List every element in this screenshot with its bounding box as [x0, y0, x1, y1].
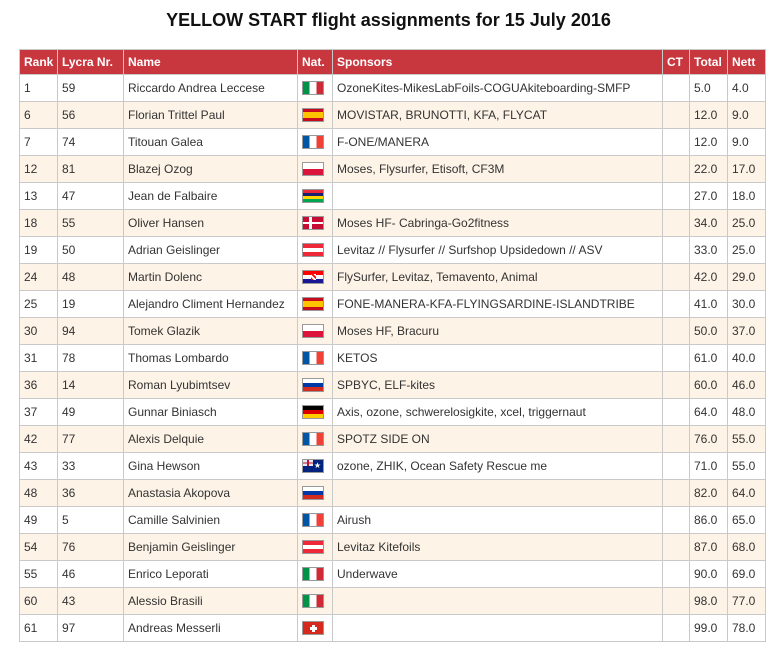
- table-row: [20, 615, 766, 642]
- rank-cell: 18: [20, 210, 58, 237]
- rank-cell: 30: [20, 318, 58, 345]
- table-row: [20, 129, 766, 156]
- nett-cell: 37.0: [728, 318, 766, 345]
- sponsors-cell: [333, 588, 663, 615]
- sponsors-cell: MOVISTAR, BRUNOTTI, KFA, FLYCAT: [333, 102, 663, 129]
- page-title: YELLOW START flight assignments for 15 July 2016: [166, 10, 611, 30]
- rank-cell: 25: [20, 291, 58, 318]
- nett-cell: 64.0: [728, 480, 766, 507]
- name-cell: Adrian Geislinger: [124, 237, 298, 264]
- table-row: [20, 102, 766, 129]
- name-cell: Jean de Falbaire: [124, 183, 298, 210]
- flag-icon: [302, 162, 324, 176]
- total-cell: 60.0: [690, 372, 728, 399]
- lycra-cell: 43: [58, 588, 124, 615]
- name-cell: Oliver Hansen: [124, 210, 298, 237]
- name-cell: Benjamin Geislinger: [124, 534, 298, 561]
- ct-cell: [663, 102, 690, 129]
- sponsors-cell: FlySurfer, Levitaz, Temavento, Animal: [333, 264, 663, 291]
- nat-cell: [298, 399, 333, 426]
- flag-icon: [302, 351, 324, 365]
- nat-cell: [298, 453, 333, 480]
- sponsors-cell: Moses HF- Cabringa-Go2fitness: [333, 210, 663, 237]
- name-cell: Andreas Messerli: [124, 615, 298, 642]
- nett-cell: 55.0: [728, 453, 766, 480]
- header-lycra[interactable]: Lycra Nr.: [58, 50, 124, 75]
- nat-cell: [298, 426, 333, 453]
- table-row: [20, 75, 766, 102]
- flag-icon: [302, 108, 324, 122]
- nat-cell: [298, 75, 333, 102]
- sponsors-cell: F-ONE/MANERA: [333, 129, 663, 156]
- nett-cell: 9.0: [728, 129, 766, 156]
- nat-cell: [298, 156, 333, 183]
- nat-cell: [298, 291, 333, 318]
- lycra-cell: 77: [58, 426, 124, 453]
- results-table: [19, 49, 766, 642]
- table-row: [20, 534, 766, 561]
- ct-cell: [663, 453, 690, 480]
- nat-cell: [298, 129, 333, 156]
- sponsors-cell: Levitaz Kitefoils: [333, 534, 663, 561]
- total-cell: 86.0: [690, 507, 728, 534]
- rank-cell: 37: [20, 399, 58, 426]
- nat-cell: [298, 507, 333, 534]
- rank-cell: 1: [20, 75, 58, 102]
- table-header-row: [20, 50, 766, 75]
- rank-cell: 36: [20, 372, 58, 399]
- name-cell: Gina Hewson: [124, 453, 298, 480]
- table-row: [20, 507, 766, 534]
- nett-cell: 78.0: [728, 615, 766, 642]
- lycra-cell: 81: [58, 156, 124, 183]
- name-cell: Alessio Brasili: [124, 588, 298, 615]
- ct-cell: [663, 426, 690, 453]
- total-cell: 64.0: [690, 399, 728, 426]
- total-cell: 71.0: [690, 453, 728, 480]
- ct-cell: [663, 615, 690, 642]
- total-cell: 82.0: [690, 480, 728, 507]
- lycra-cell: 55: [58, 210, 124, 237]
- nat-cell: [298, 237, 333, 264]
- nat-cell: [298, 345, 333, 372]
- table-row: [20, 318, 766, 345]
- ct-cell: [663, 237, 690, 264]
- nett-cell: 30.0: [728, 291, 766, 318]
- flag-icon: [302, 594, 324, 608]
- table-row: [20, 480, 766, 507]
- rank-cell: 49: [20, 507, 58, 534]
- ct-cell: [663, 399, 690, 426]
- name-cell: Gunnar Biniasch: [124, 399, 298, 426]
- table-row: [20, 561, 766, 588]
- sponsors-cell: SPBYC, ELF-kites: [333, 372, 663, 399]
- nat-cell: [298, 561, 333, 588]
- rank-cell: 60: [20, 588, 58, 615]
- sponsors-cell: [333, 480, 663, 507]
- sponsors-cell: [333, 615, 663, 642]
- sponsors-cell: Moses, Flysurfer, Etisoft, CF3M: [333, 156, 663, 183]
- flag-icon: [302, 621, 324, 635]
- name-cell: Titouan Galea: [124, 129, 298, 156]
- total-cell: 34.0: [690, 210, 728, 237]
- lycra-cell: 5: [58, 507, 124, 534]
- name-cell: Alexis Delquie: [124, 426, 298, 453]
- ct-cell: [663, 156, 690, 183]
- nett-cell: 69.0: [728, 561, 766, 588]
- ct-cell: [663, 183, 690, 210]
- total-cell: 33.0: [690, 237, 728, 264]
- rank-cell: 61: [20, 615, 58, 642]
- name-cell: Blazej Ozog: [124, 156, 298, 183]
- name-cell: Roman Lyubimtsev: [124, 372, 298, 399]
- flag-icon: [302, 270, 324, 284]
- header-rank[interactable]: Rank: [20, 50, 58, 75]
- ct-cell: [663, 345, 690, 372]
- nett-cell: 9.0: [728, 102, 766, 129]
- total-cell: 27.0: [690, 183, 728, 210]
- nett-cell: 77.0: [728, 588, 766, 615]
- total-cell: 22.0: [690, 156, 728, 183]
- name-cell: Alejandro Climent Hernandez: [124, 291, 298, 318]
- rank-cell: 54: [20, 534, 58, 561]
- nat-cell: [298, 588, 333, 615]
- flag-icon: [302, 513, 324, 527]
- flag-icon: [302, 189, 324, 203]
- ct-cell: [663, 75, 690, 102]
- total-cell: 61.0: [690, 345, 728, 372]
- flag-icon: [302, 540, 324, 554]
- nett-cell: 4.0: [728, 75, 766, 102]
- header-ct[interactable]: CT: [663, 50, 690, 75]
- lycra-cell: 56: [58, 102, 124, 129]
- rank-cell: 31: [20, 345, 58, 372]
- lycra-cell: 50: [58, 237, 124, 264]
- ct-cell: [663, 318, 690, 345]
- nat-cell: [298, 102, 333, 129]
- flag-icon: [302, 243, 324, 257]
- nat-cell: [298, 615, 333, 642]
- sponsors-cell: ozone, ZHIK, Ocean Safety Rescue me: [333, 453, 663, 480]
- sponsors-cell: Airush: [333, 507, 663, 534]
- flag-icon: [302, 486, 324, 500]
- flag-icon: [302, 324, 324, 338]
- nett-cell: 18.0: [728, 183, 766, 210]
- nett-cell: 55.0: [728, 426, 766, 453]
- total-cell: 87.0: [690, 534, 728, 561]
- name-cell: Florian Trittel Paul: [124, 102, 298, 129]
- sponsors-cell: [333, 183, 663, 210]
- lycra-cell: 36: [58, 480, 124, 507]
- flag-icon: [302, 216, 324, 230]
- lycra-cell: 49: [58, 399, 124, 426]
- table-row: [20, 372, 766, 399]
- table-row: [20, 237, 766, 264]
- lycra-cell: 78: [58, 345, 124, 372]
- rank-cell: 55: [20, 561, 58, 588]
- name-cell: Riccardo Andrea Leccese: [124, 75, 298, 102]
- table-body: [20, 75, 766, 642]
- rank-cell: 13: [20, 183, 58, 210]
- ct-cell: [663, 210, 690, 237]
- table-row: [20, 426, 766, 453]
- rank-cell: 12: [20, 156, 58, 183]
- lycra-cell: 94: [58, 318, 124, 345]
- nett-cell: 25.0: [728, 210, 766, 237]
- ct-cell: [663, 264, 690, 291]
- flag-icon: [302, 81, 324, 95]
- sponsors-cell: KETOS: [333, 345, 663, 372]
- rank-cell: 6: [20, 102, 58, 129]
- total-cell: 50.0: [690, 318, 728, 345]
- lycra-cell: 19: [58, 291, 124, 318]
- lycra-cell: 97: [58, 615, 124, 642]
- table-row: [20, 210, 766, 237]
- nat-cell: [298, 183, 333, 210]
- sponsors-cell: Moses HF, Bracuru: [333, 318, 663, 345]
- table-row: [20, 399, 766, 426]
- table-row: [20, 588, 766, 615]
- rank-cell: 7: [20, 129, 58, 156]
- nett-cell: 25.0: [728, 237, 766, 264]
- total-cell: 41.0: [690, 291, 728, 318]
- total-cell: 12.0: [690, 129, 728, 156]
- flag-icon: [302, 135, 324, 149]
- nett-cell: 65.0: [728, 507, 766, 534]
- lycra-cell: 14: [58, 372, 124, 399]
- lycra-cell: 76: [58, 534, 124, 561]
- name-cell: Martin Dolenc: [124, 264, 298, 291]
- nat-cell: [298, 210, 333, 237]
- flag-icon: [302, 432, 324, 446]
- nett-cell: 17.0: [728, 156, 766, 183]
- table-row: [20, 156, 766, 183]
- lycra-cell: 33: [58, 453, 124, 480]
- lycra-cell: 47: [58, 183, 124, 210]
- name-cell: Enrico Leporati: [124, 561, 298, 588]
- total-cell: 98.0: [690, 588, 728, 615]
- table-row: [20, 291, 766, 318]
- flag-icon: [302, 297, 324, 311]
- sponsors-cell: Axis, ozone, schwerelosigkite, xcel, triggernaut: [333, 399, 663, 426]
- rank-cell: 48: [20, 480, 58, 507]
- header-nett[interactable]: Nett: [728, 50, 766, 75]
- flag-icon: [302, 567, 324, 581]
- ct-cell: [663, 534, 690, 561]
- table-row: [20, 453, 766, 480]
- name-cell: Tomek Glazik: [124, 318, 298, 345]
- header-sponsors[interactable]: Sponsors: [333, 50, 663, 75]
- rank-cell: 19: [20, 237, 58, 264]
- table-row: [20, 183, 766, 210]
- sponsors-cell: Levitaz // Flysurfer // Surfshop Upsidedown // ASV: [333, 237, 663, 264]
- sponsors-cell: OzoneKites-MikesLabFoils-COGUAkiteboarding-SMFP: [333, 75, 663, 102]
- rank-cell: 24: [20, 264, 58, 291]
- ct-cell: [663, 480, 690, 507]
- name-cell: Anastasia Akopova: [124, 480, 298, 507]
- sponsors-cell: SPOTZ SIDE ON: [333, 426, 663, 453]
- nett-cell: 40.0: [728, 345, 766, 372]
- table-row: [20, 264, 766, 291]
- sponsors-cell: Underwave: [333, 561, 663, 588]
- name-cell: Camille Salvinien: [124, 507, 298, 534]
- total-cell: 42.0: [690, 264, 728, 291]
- ct-cell: [663, 129, 690, 156]
- sponsors-cell: FONE-MANERA-KFA-FLYINGSARDINE-ISLANDTRIBE: [333, 291, 663, 318]
- total-cell: 99.0: [690, 615, 728, 642]
- nat-cell: [298, 480, 333, 507]
- lycra-cell: 59: [58, 75, 124, 102]
- ct-cell: [663, 588, 690, 615]
- total-cell: 76.0: [690, 426, 728, 453]
- ct-cell: [663, 561, 690, 588]
- header-total[interactable]: Total: [690, 50, 728, 75]
- total-cell: 12.0: [690, 102, 728, 129]
- nat-cell: [298, 264, 333, 291]
- total-cell: 90.0: [690, 561, 728, 588]
- nett-cell: 46.0: [728, 372, 766, 399]
- nett-cell: 29.0: [728, 264, 766, 291]
- lycra-cell: 48: [58, 264, 124, 291]
- ct-cell: [663, 507, 690, 534]
- name-cell: Thomas Lombardo: [124, 345, 298, 372]
- nat-cell: [298, 534, 333, 561]
- lycra-cell: 74: [58, 129, 124, 156]
- ct-cell: [663, 291, 690, 318]
- total-cell: 5.0: [690, 75, 728, 102]
- rank-cell: 42: [20, 426, 58, 453]
- nat-cell: [298, 372, 333, 399]
- table-row: [20, 345, 766, 372]
- rank-cell: 43: [20, 453, 58, 480]
- flag-icon: [302, 459, 324, 473]
- nett-cell: 68.0: [728, 534, 766, 561]
- flag-icon: [302, 378, 324, 392]
- nat-cell: [298, 318, 333, 345]
- lycra-cell: 46: [58, 561, 124, 588]
- header-name[interactable]: Name: [124, 50, 298, 75]
- flag-icon: [302, 405, 324, 419]
- ct-cell: [663, 372, 690, 399]
- nett-cell: 48.0: [728, 399, 766, 426]
- header-nat[interactable]: Nat.: [298, 50, 333, 75]
